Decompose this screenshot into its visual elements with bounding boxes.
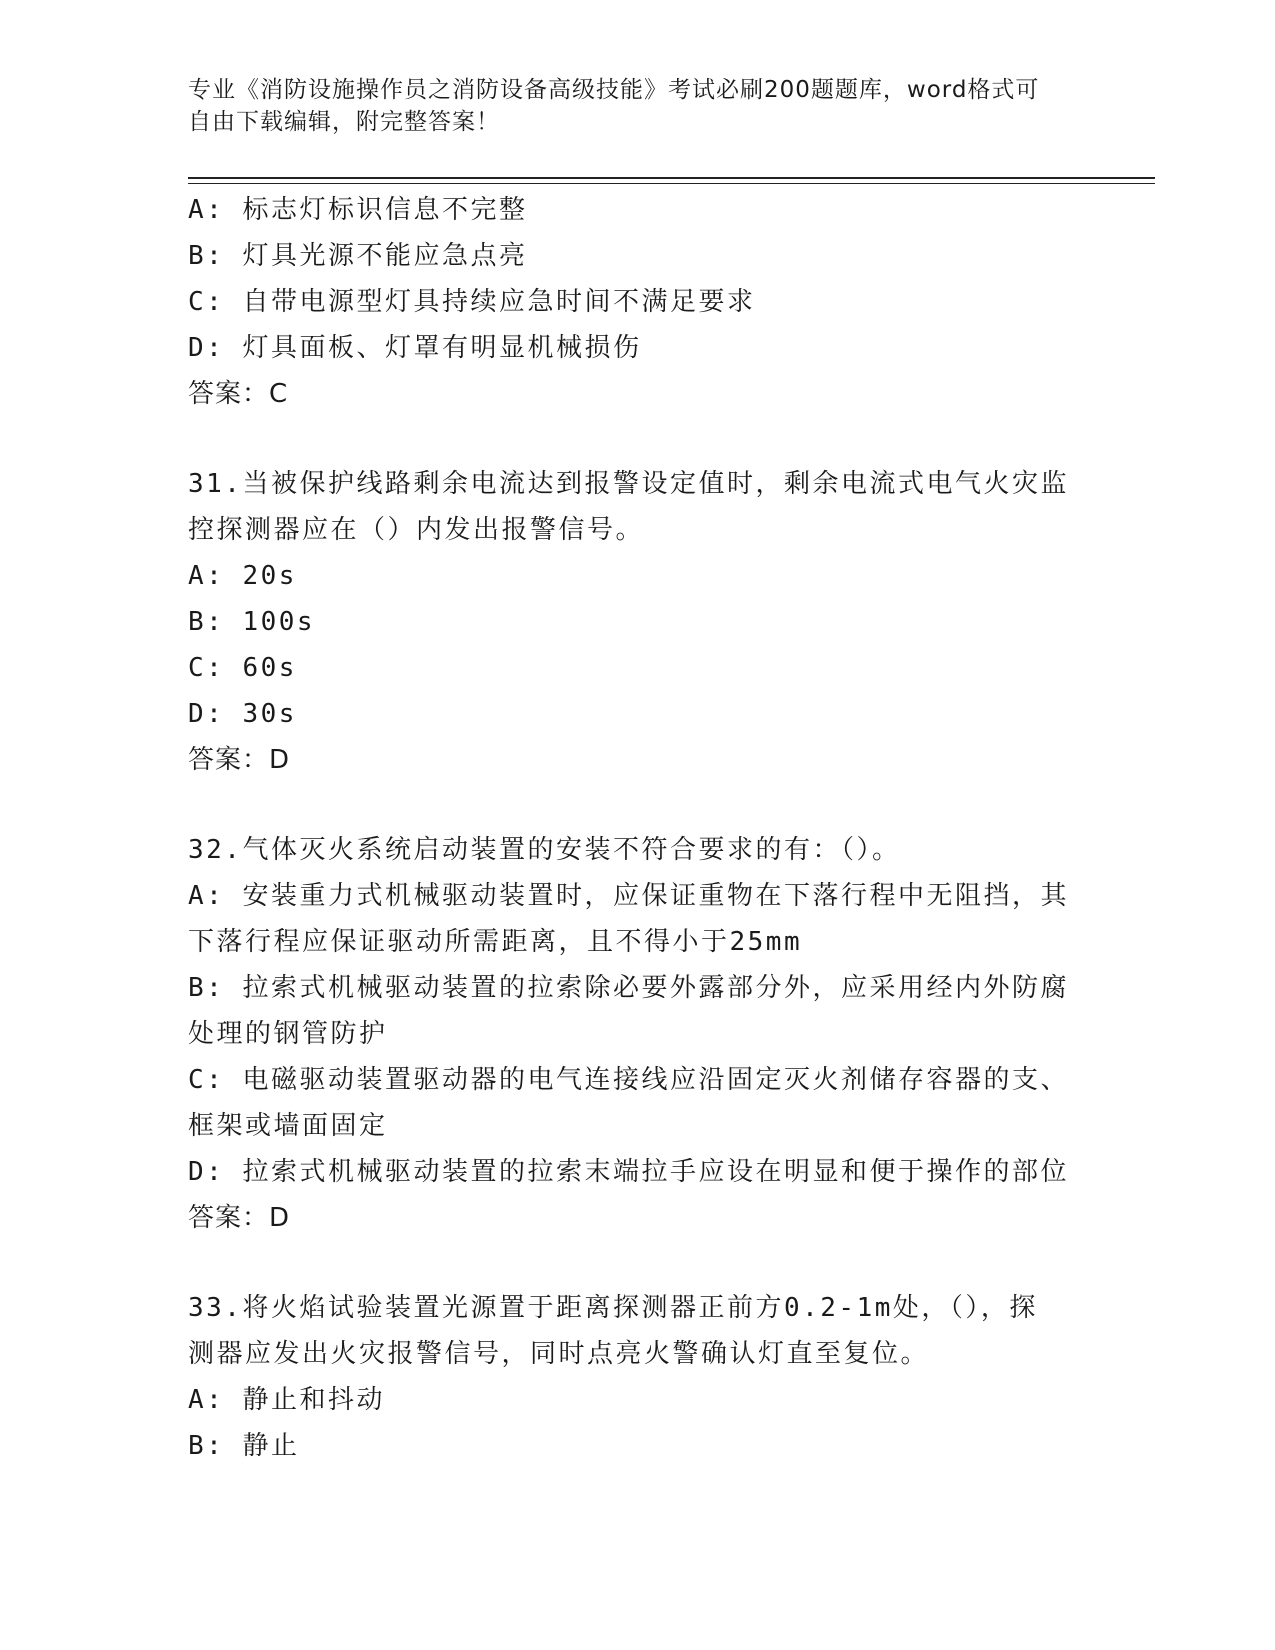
question-block-30 bbox=[188, 187, 1088, 417]
option-c: C: 60s bbox=[188, 653, 297, 683]
document-header bbox=[188, 74, 1088, 138]
answer: 答案：D bbox=[188, 1203, 291, 1233]
question-text-line-1: 32.气体灭火系统启动装置的安装不符合要求的有：（）。 bbox=[188, 835, 901, 865]
question-text-line-2: 测器应发出火灾报警信号，同时点亮火警确认灯直至复位。 bbox=[188, 1339, 930, 1369]
header-rule-thick bbox=[188, 177, 1155, 179]
option-a-line-2: 下落行程应保证驱动所需距离，且不得小于25mm bbox=[188, 927, 803, 957]
option-d: D: 灯具面板、灯罩有明显机械损伤 bbox=[188, 333, 642, 363]
answer: 答案：D bbox=[188, 745, 291, 775]
option-c: C: 自带电源型灯具持续应急时间不满足要求 bbox=[188, 287, 756, 317]
option-b-line-1: B: 拉索式机械驱动装置的拉索除必要外露部分外，应采用经内外防腐 bbox=[188, 973, 1069, 1003]
option-b: B: 100s bbox=[188, 607, 316, 637]
question-text-line-1: 33.将火焰试验装置光源置于距离探测器正前方0.2-1m处，（），探 bbox=[188, 1293, 1038, 1323]
question-text-line-2: 控探测器应在（）内发出报警信号。 bbox=[188, 515, 645, 545]
header-line-1: 专业《消防设施操作员之消防设备高级技能》考试必刷200题题库，word格式可 bbox=[188, 77, 1040, 103]
option-a: A: 静止和抖动 bbox=[188, 1385, 385, 1415]
header-rule-thin bbox=[188, 183, 1155, 184]
option-b-line-2: 处理的钢管防护 bbox=[188, 1019, 388, 1049]
option-b: B: 灯具光源不能应急点亮 bbox=[188, 241, 528, 271]
option-d: D: 拉索式机械驱动装置的拉索末端拉手应设在明显和便于操作的部位 bbox=[188, 1157, 1069, 1187]
option-c-line-1: C: 电磁驱动装置驱动器的电气连接线应沿固定灭火剂储存容器的支、 bbox=[188, 1065, 1069, 1095]
option-a: A: 20s bbox=[188, 561, 297, 591]
option-a-line-1: A: 安装重力式机械驱动装置时，应保证重物在下落行程中无阻挡，其 bbox=[188, 881, 1069, 911]
question-block-33 bbox=[188, 1285, 1088, 1469]
option-d: D: 30s bbox=[188, 699, 297, 729]
question-content bbox=[188, 187, 1088, 1469]
header-line-2: 自由下载编辑，附完整答案！ bbox=[188, 109, 500, 135]
answer: 答案：C bbox=[188, 379, 289, 409]
question-block-32 bbox=[188, 827, 1088, 1241]
option-a: A: 标志灯标识信息不完整 bbox=[188, 195, 528, 225]
question-block-31 bbox=[188, 461, 1088, 783]
question-text-line-1: 31.当被保护线路剩余电流达到报警设定值时，剩余电流式电气火灾监 bbox=[188, 469, 1069, 499]
option-b: B: 静止 bbox=[188, 1431, 300, 1461]
option-c-line-2: 框架或墙面固定 bbox=[188, 1111, 388, 1141]
